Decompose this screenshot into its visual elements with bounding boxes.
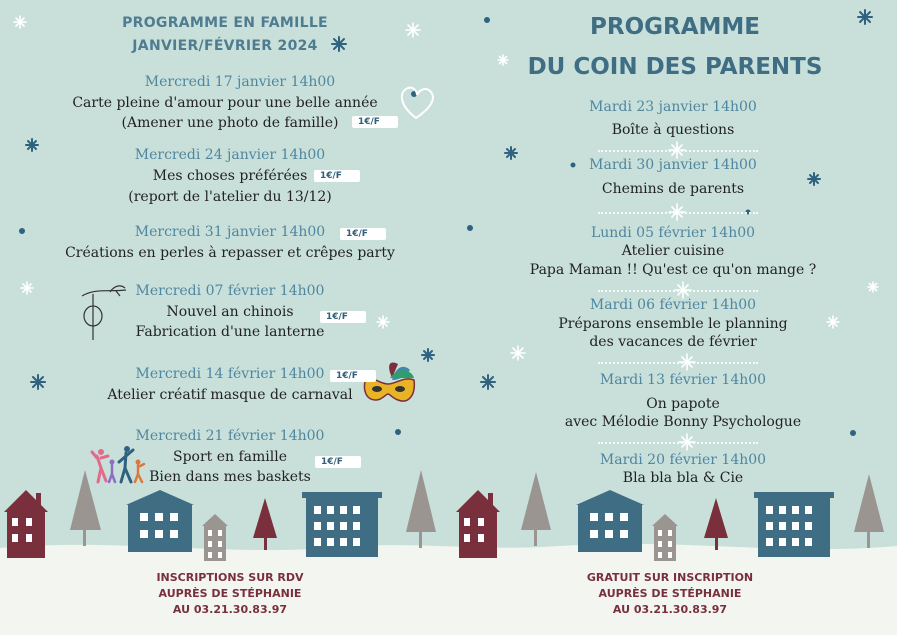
left-footer [120, 570, 340, 618]
left-event-2-date: Mercredi 24 janvier 14h00 [134, 147, 326, 163]
right-divider-1 [598, 150, 758, 153]
right-event-4-line-2: des vacances de février [589, 334, 757, 350]
left-event-1-date: Mercredi 17 janvier 14h00 [144, 74, 336, 90]
right-divider-4 [598, 362, 758, 365]
right-event-1-line-1: Boîte à questions [611, 122, 735, 138]
right-event-6-date: Mardi 20 février 14h00 [599, 452, 767, 468]
right-divider-5 [598, 442, 758, 445]
left-event-1-line-1: Carte pleine d'amour pour une belle année [72, 95, 378, 111]
right-event-2-date: Mardi 30 janvier 14h00 [589, 157, 757, 173]
right-footer [560, 570, 780, 618]
right-title-line2: DU COIN DES PARENTS [527, 54, 823, 80]
left-event-1-price-badge: 1€/F [352, 116, 398, 128]
left-footer-line-2: AUPRÈS DE STÉPHANIE [158, 587, 302, 600]
left-event-6-line-2: Bien dans mes baskets [149, 469, 311, 485]
right-title-line1: PROGRAMME [590, 14, 760, 40]
left-event-3-line-1: Créations en perles à repasser et crêpes party [65, 245, 395, 261]
left-title-line1: PROGRAMME EN FAMILLE [122, 15, 328, 31]
left-event-3-price-badge: 1€/F [340, 228, 386, 240]
left-event-4-line-1: Nouvel an chinois [166, 304, 294, 320]
left-event-5-date: Mercredi 14 février 14h00 [135, 366, 325, 382]
right-event-3-line-1: Atelier cuisine [621, 243, 725, 259]
right-event-2-line-1: Chemins de parents [601, 181, 745, 197]
left-event-4-date: Mercredi 07 février 14h00 [135, 283, 325, 299]
left-event-2-line-2: (report de l'atelier du 13/12) [128, 189, 332, 205]
left-footer-line-3: AU 03.21.30.83.97 [172, 603, 288, 616]
right-event-3-line-2: Papa Maman !! Qu'est ce qu'on mange ? [529, 262, 817, 278]
right-event-3-date: Lundi 05 février 14h00 [590, 225, 756, 241]
left-footer-line-1: INSCRIPTIONS SUR RDV [156, 571, 304, 584]
left-event-6-price-badge: 1€/F [315, 456, 361, 468]
left-event-6-date: Mercredi 21 février 14h00 [135, 428, 325, 444]
left-event-1-line-2: (Amener une photo de famille) [121, 115, 339, 131]
right-divider-2 [598, 212, 758, 215]
left-event-5-price-badge: 1€/F [330, 370, 376, 382]
right-event-4-date: Mardi 06 février 14h00 [589, 297, 757, 313]
right-event-4-line-1: Préparons ensemble le planning [558, 316, 788, 332]
left-event-2-price-badge: 1€/F [314, 170, 360, 182]
left-event-3-date: Mercredi 31 janvier 14h00 [134, 224, 326, 240]
left-event-4-price-badge: 1€/F [320, 311, 366, 323]
left-event-5-line-1: Atelier créatif masque de carnaval [107, 387, 353, 403]
right-event-5-line-1: On papote [646, 396, 720, 412]
right-event-5-line-2: avec Mélodie Bonny Psychologue [564, 414, 802, 430]
right-event-6-line-1: Bla bla bla & Cie [622, 470, 744, 486]
right-footer-line-2: AUPRÈS DE STÉPHANIE [598, 587, 742, 600]
left-title-line2: JANVIER/FÉVRIER 2024 [132, 38, 318, 54]
right-event-1-date: Mardi 23 janvier 14h00 [589, 99, 757, 115]
left-event-4-line-2: Fabrication d'une lanterne [135, 324, 325, 340]
right-footer-line-3: AU 03.21.30.83.97 [612, 603, 728, 616]
right-event-5-date: Mardi 13 février 14h00 [599, 372, 767, 388]
left-event-6-line-1: Sport en famille [172, 449, 288, 465]
right-divider-3 [598, 290, 758, 293]
right-footer-line-1: GRATUIT SUR INSCRIPTION [586, 571, 754, 584]
left-event-2-line-1: Mes choses préférées [152, 168, 308, 184]
